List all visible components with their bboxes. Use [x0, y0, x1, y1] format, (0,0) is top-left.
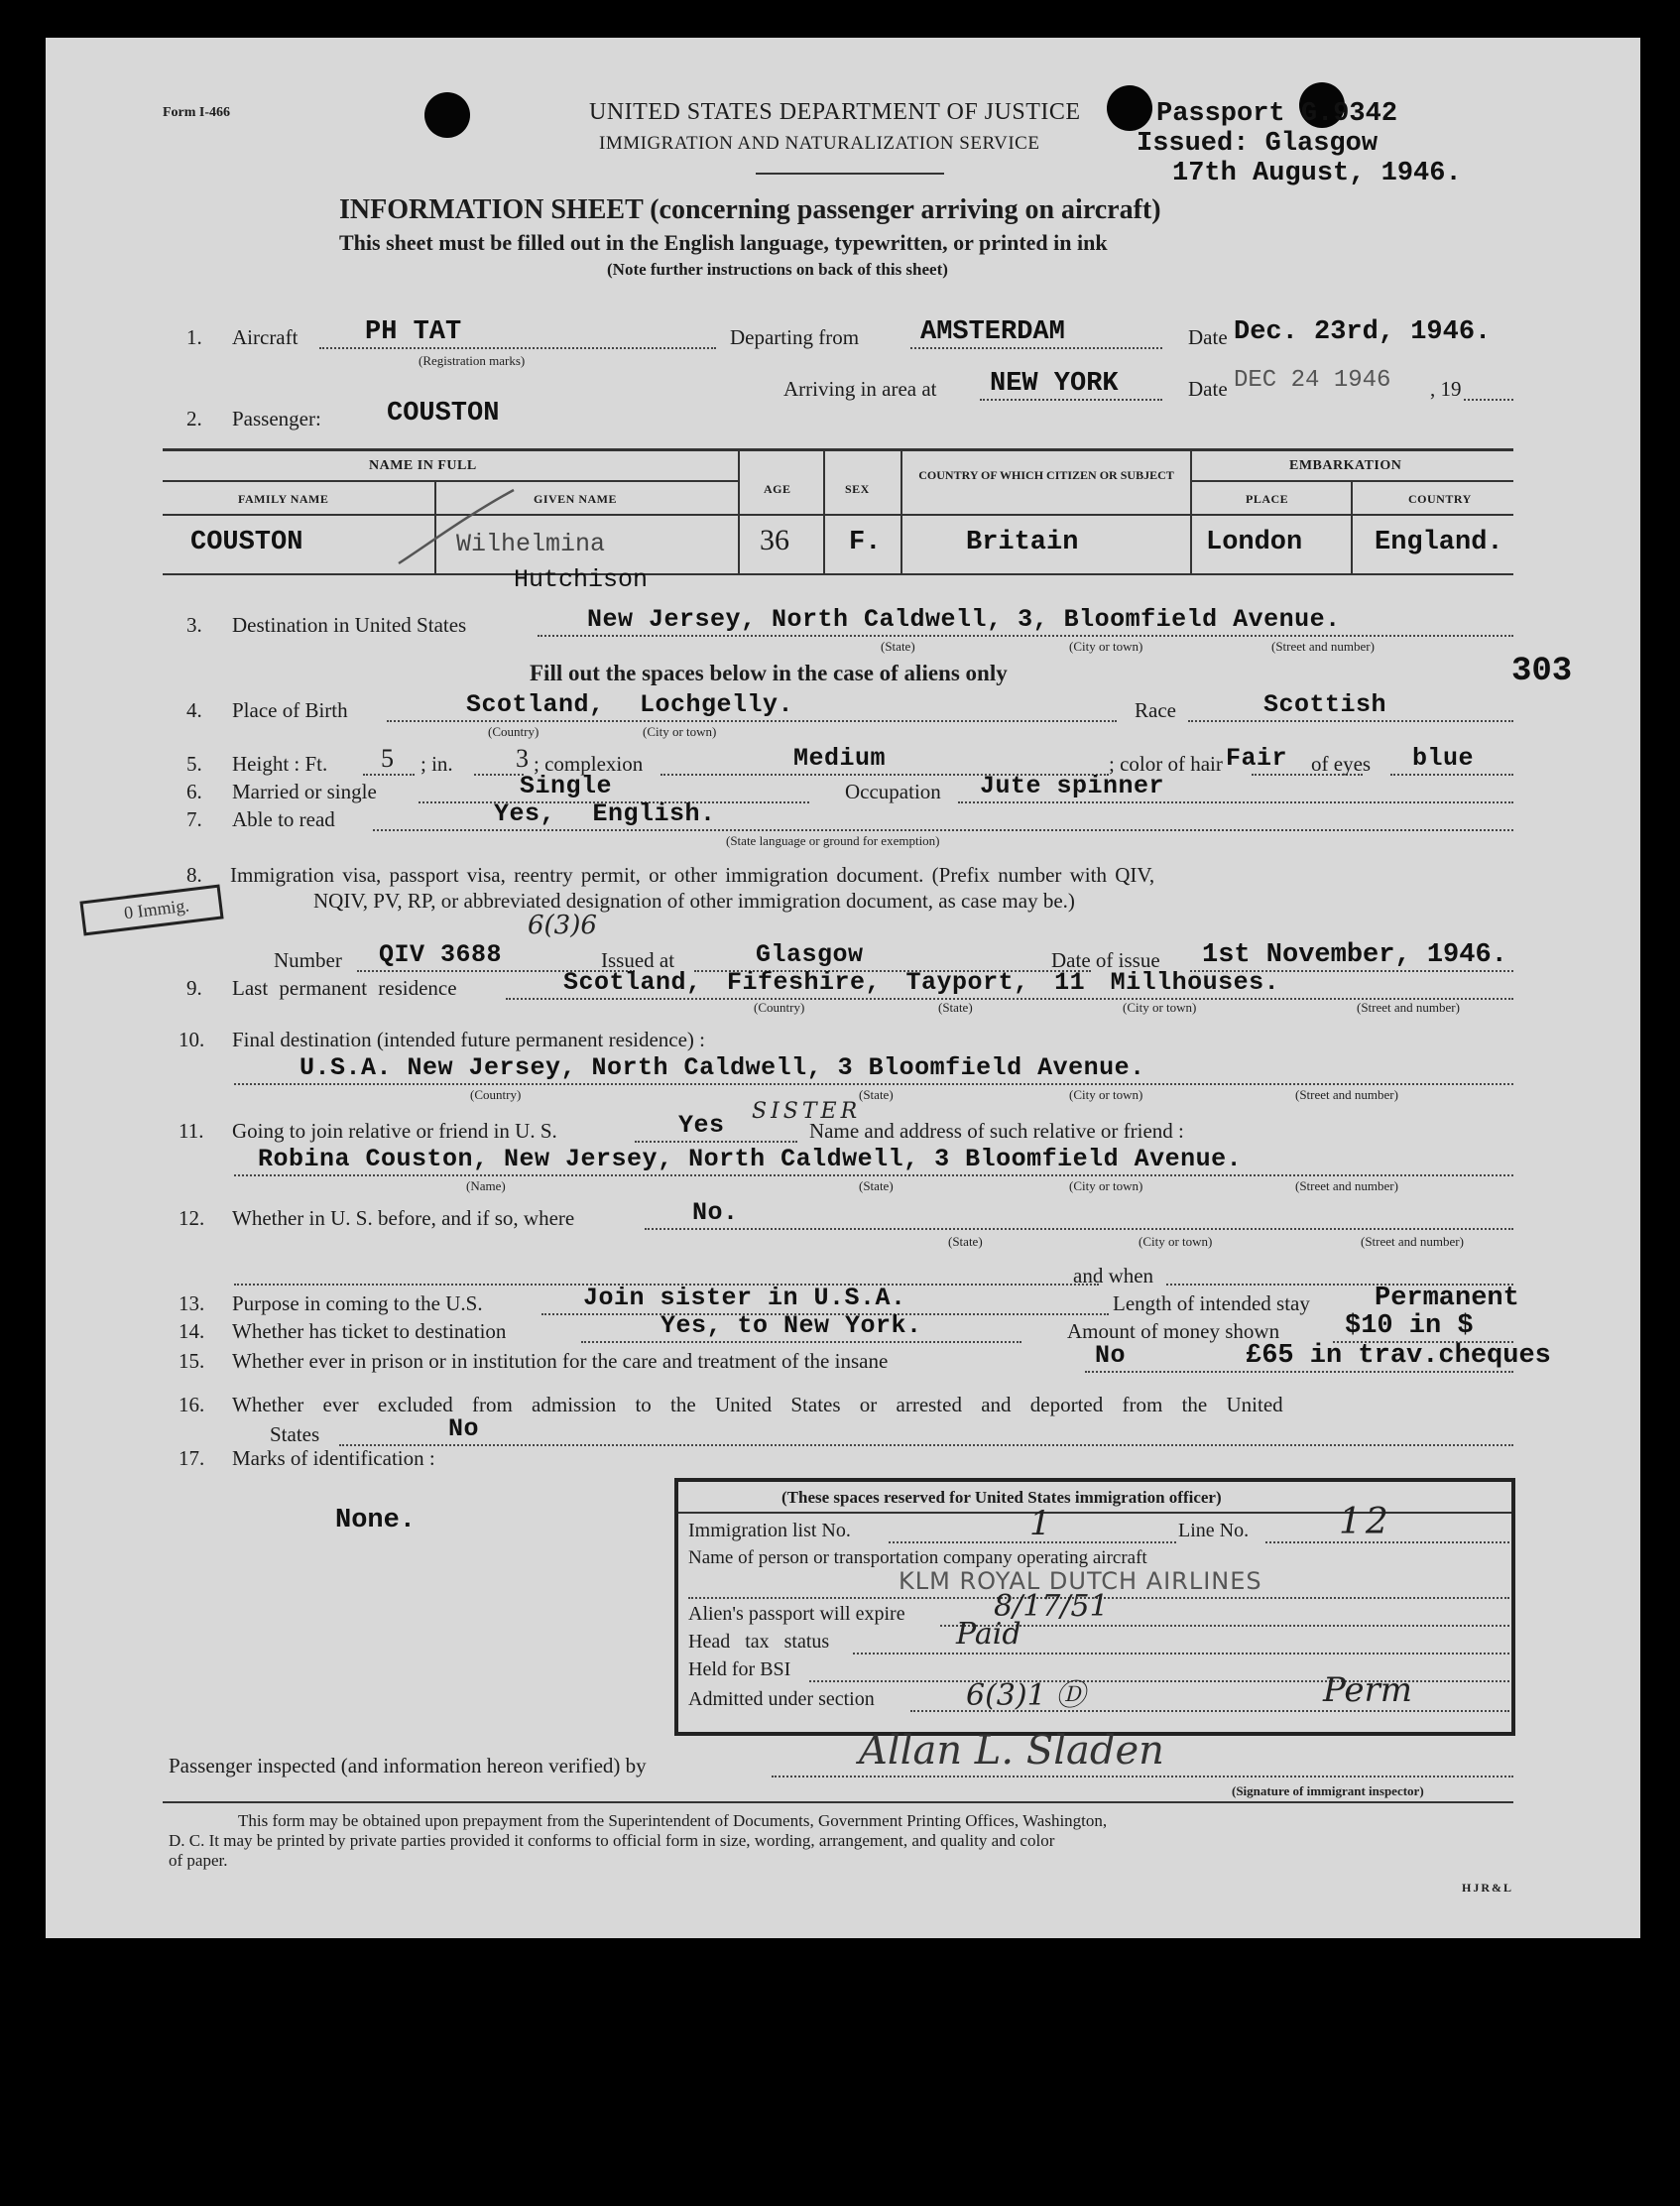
item9-number: 9.	[186, 976, 202, 1000]
table-top-rule	[163, 448, 1513, 451]
item4-number: 4.	[186, 698, 202, 722]
visa-issued-label: Issued at	[601, 948, 675, 972]
passport-expire-line	[940, 1625, 1509, 1627]
departure-date: Dec. 23rd, 1946.	[1234, 317, 1492, 347]
col-divider-5	[1190, 448, 1192, 573]
head-tax-line	[853, 1653, 1509, 1654]
item10-number: 10.	[179, 1028, 205, 1051]
occupation-label: Occupation	[845, 780, 941, 803]
rel-city-caption: (City or town)	[1069, 1178, 1143, 1193]
item1-number: 1.	[186, 325, 202, 349]
immigration-stamp: 0 Immig.	[79, 884, 223, 935]
final-destination-line	[234, 1083, 1513, 1085]
and-when-label: and when	[1073, 1264, 1154, 1287]
read-label: Able to read	[232, 807, 335, 831]
age-value: 36	[760, 524, 789, 556]
excluded-value: No	[448, 1414, 480, 1443]
admitted-label: Admitted under section	[688, 1688, 875, 1710]
departing-line	[910, 347, 1162, 349]
stay-value: Permanent	[1375, 1284, 1519, 1313]
sheet-note: (Note further instructions on back of this sheet)	[607, 260, 948, 279]
final-street-caption: (Street and number)	[1295, 1087, 1398, 1102]
occupation-value: Jute spinner	[980, 772, 1165, 800]
relative-address-label: Name and address of such relative or friend :	[809, 1119, 1184, 1143]
header-underline	[756, 173, 944, 175]
officer-box-heading: (These spaces reserved for United States immigration officer)	[781, 1488, 1222, 1507]
service-title: IMMIGRATION AND NATURALIZATION SERVICE	[599, 133, 1040, 154]
header-embarkation: EMBARKATION	[1289, 458, 1402, 473]
table-header-bottom	[163, 514, 1513, 516]
identification-label: Marks of identification :	[232, 1446, 435, 1470]
item8-number: 8.	[186, 863, 202, 887]
complexion-value: Medium	[793, 744, 887, 773]
height-ft-line	[363, 774, 415, 776]
birthplace-line	[387, 720, 1117, 722]
inspected-label: Passenger inspected (and information hereon verified) by	[169, 1754, 647, 1777]
arriving-label: Arriving in area at	[783, 377, 937, 401]
birthplace-value: Scotland, Lochgelly.	[466, 690, 794, 719]
rel-state-caption: (State)	[859, 1178, 894, 1193]
passport-issued: Issued: Glasgow	[1137, 129, 1379, 159]
header-embark-country: COUNTRY	[1408, 492, 1472, 506]
item15-number: 15.	[179, 1349, 205, 1373]
printer-mark: HJR&L	[1462, 1881, 1513, 1895]
hair-value: Fair	[1226, 744, 1288, 773]
col-divider-6	[1351, 480, 1353, 573]
family-name-value: COUSTON	[190, 528, 303, 557]
embark-place-value: London	[1206, 528, 1303, 557]
given-name-value: Wilhelmina	[456, 530, 606, 558]
height-ft-value: 5	[381, 744, 394, 773]
header-country-citizen: COUNTRY OF WHICH CITIZEN OR SUBJECT	[918, 468, 1174, 482]
visa-date-value: 1st November, 1946.	[1202, 940, 1507, 970]
purpose-value: Join sister in U.S.A.	[583, 1284, 906, 1312]
registration-caption: (Registration marks)	[419, 353, 526, 368]
sex-value: F.	[849, 528, 882, 557]
col-divider-4	[900, 448, 902, 573]
visa-number-label: Number	[274, 948, 342, 972]
embark-country-value: England.	[1375, 528, 1503, 557]
item11-number: 11.	[179, 1119, 204, 1143]
passport-expire-value: 8/17/51	[994, 1589, 1109, 1624]
header-embark-place: PLACE	[1246, 492, 1289, 506]
footer-line-1: This form may be obtained upon prepayment from the Superintendent of Documents, Government Printing Offices, Washington,	[238, 1811, 1108, 1830]
rel-street-caption: (Street and number)	[1295, 1178, 1398, 1193]
before-city-caption: (City or town)	[1139, 1234, 1213, 1249]
race-value: Scottish	[1263, 690, 1387, 719]
eyes-line	[1390, 774, 1513, 776]
perm-annotation: Perm	[1323, 1670, 1412, 1710]
final-destination-label: Final destination (intended future permanent residence) :	[232, 1028, 706, 1051]
item7-number: 7.	[186, 807, 202, 831]
height-in-label: ; in.	[420, 752, 453, 776]
header-given-name: GIVEN NAME	[534, 492, 618, 506]
dest-state-caption: (State)	[881, 639, 915, 654]
destination-value: New Jersey, North Caldwell, 3, Bloomfield Avenue.	[587, 605, 1341, 634]
before-state-caption: (State)	[948, 1234, 983, 1249]
item17-number: 17.	[179, 1446, 205, 1470]
inspector-signature: Allan L. Sladen	[859, 1728, 1164, 1774]
date-label: Date	[1188, 325, 1228, 349]
passport-expire-label: Alien's passport will expire	[688, 1603, 905, 1625]
visa-issued-value: Glasgow	[756, 940, 864, 969]
admitted-value: 6(3)1 Ⓓ	[966, 1678, 1086, 1713]
dest-street-caption: (Street and number)	[1271, 639, 1375, 654]
aircraft-value: PH TAT	[365, 317, 462, 347]
res-street-caption: (Street and number)	[1357, 1000, 1460, 1015]
identification-value: None.	[335, 1506, 417, 1535]
item14-number: 14.	[179, 1319, 205, 1343]
visa-instruction-2: NQIV, PV, RP, or abbreviated designation of other immigration document, as case may be.)	[313, 889, 1075, 913]
before-street-caption: (Street and number)	[1361, 1234, 1464, 1249]
read-caption: (State language or ground for exemption)	[726, 833, 940, 848]
height-in-value: 3	[516, 744, 529, 773]
ticket-line	[581, 1341, 1021, 1343]
punch-hole-center	[1107, 85, 1152, 131]
footer-rule	[163, 1801, 1513, 1803]
final-country-caption: (Country)	[470, 1087, 522, 1102]
item2-number: 2.	[186, 407, 202, 430]
aliens-only-heading: Fill out the spaces below in the case of aliens only	[530, 661, 1008, 685]
header-family-name: FAMILY NAME	[238, 492, 329, 506]
prison-value: No	[1095, 1341, 1127, 1370]
res-state-caption: (State)	[938, 1000, 973, 1015]
inspected-line	[772, 1776, 1513, 1777]
item3-number: 3.	[186, 613, 202, 637]
marital-value: Single	[520, 772, 613, 800]
arriving-value: NEW YORK	[990, 369, 1119, 399]
travelers-cheques-value: £65 in trav.cheques	[1246, 1341, 1551, 1371]
stay-label: Length of intended stay	[1113, 1291, 1310, 1315]
passport-issued-date: 17th August, 1946.	[1172, 159, 1462, 188]
height-label: Height : Ft.	[232, 752, 328, 776]
birth-country-caption: (Country)	[488, 724, 540, 739]
officer-box	[674, 1478, 1515, 1736]
item12-number: 12.	[179, 1206, 205, 1230]
form-number: Form I-466	[163, 105, 231, 120]
res-country-caption: (Country)	[754, 1000, 805, 1015]
relative-address-value: Robina Couston, New Jersey, North Caldwell, 3 Bloomfield Avenue.	[258, 1145, 1243, 1173]
footer-line-2: D. C. It may be printed by private parties provided it conforms to official form in size, wording, arrangement, and quality and color	[169, 1831, 1055, 1850]
departing-value: AMSTERDAM	[920, 317, 1065, 347]
item13-number: 13.	[179, 1291, 205, 1315]
money-value: $10 in $	[1345, 1311, 1474, 1341]
marital-label: Married or single	[232, 780, 377, 803]
rel-name-caption: (Name)	[466, 1178, 506, 1193]
eyes-label: of eyes	[1311, 752, 1372, 776]
excluded-label-2: States	[270, 1422, 320, 1446]
excluded-line	[339, 1444, 1513, 1446]
res-city-caption: (City or town)	[1123, 1000, 1197, 1015]
item6-number: 6.	[186, 780, 202, 803]
ticket-label: Whether has ticket to destination	[232, 1319, 507, 1343]
citizenship-value: Britain	[966, 528, 1079, 557]
prison-line	[1085, 1371, 1513, 1373]
visa-instruction-1: Immigration visa, passport visa, reentry permit, or other immigration document. (Prefix number with QIV,	[230, 863, 1155, 887]
head-tax-value: Paid	[956, 1617, 1021, 1652]
last-residence-label: Last permanent residence	[232, 976, 457, 1000]
header-sex: SEX	[845, 482, 870, 496]
line-no-label: Line No.	[1178, 1520, 1250, 1541]
arrival-year-line	[1464, 399, 1513, 401]
eyes-value: blue	[1412, 744, 1475, 773]
arrival-date-suffix: , 19	[1430, 377, 1462, 401]
join-relative-value: Yes	[678, 1111, 725, 1140]
company-label: Name of person or transportation company operating aircraft	[688, 1547, 1147, 1568]
given-name-value-2: Hutchison	[514, 565, 649, 594]
col-divider-3	[823, 448, 825, 573]
header-age: AGE	[764, 482, 791, 496]
read-value: Yes, English.	[494, 799, 716, 828]
arrival-date-stamp: DEC 24 1946	[1234, 367, 1391, 394]
join-relative-line	[635, 1141, 797, 1143]
hair-label: ; color of hair	[1109, 752, 1223, 776]
header-name-in-full: NAME IN FULL	[369, 458, 477, 473]
visa-number-value: QIV 3688	[379, 940, 503, 969]
before-in-us-line	[645, 1228, 1513, 1230]
item16-number: 16.	[179, 1393, 205, 1416]
excluded-label: Whether ever excluded from admission to the United States or arrested and deported from the United	[232, 1393, 1283, 1416]
table-bottom-rule	[163, 573, 1513, 575]
arriving-line	[980, 399, 1162, 401]
visa-date-label: Date of issue	[1051, 948, 1160, 972]
birthplace-label: Place of Birth	[232, 698, 348, 722]
purpose-label: Purpose in coming to the U.S.	[232, 1291, 483, 1315]
list-no-label: Immigration list No.	[688, 1520, 851, 1541]
passenger-label: Passenger:	[232, 407, 321, 430]
departing-label: Departing from	[730, 325, 860, 349]
dest-city-caption: (City or town)	[1069, 639, 1143, 654]
sheet-subtitle: This sheet must be filled out in the English language, typewritten, or printed in ink	[339, 230, 1108, 255]
race-line	[1188, 720, 1513, 722]
footer-line-3: of paper.	[169, 1851, 228, 1870]
destination-label: Destination in United States	[232, 613, 467, 637]
occupation-line	[958, 801, 1513, 803]
final-state-caption: (State)	[859, 1087, 894, 1102]
money-label: Amount of money shown	[1067, 1319, 1280, 1343]
punch-hole-left	[424, 92, 470, 138]
sheet-title: INFORMATION SHEET (concerning passenger arriving on aircraft)	[339, 194, 1161, 225]
item5-number: 5.	[186, 752, 202, 776]
passport-number: Passport G.9342	[1156, 99, 1398, 129]
line-no-value: 12	[1339, 1502, 1392, 1542]
bsi-label: Held for BSI	[688, 1658, 791, 1680]
before-in-us-value: No.	[692, 1198, 739, 1227]
head-tax-label: Head tax status	[688, 1631, 830, 1653]
birth-city-caption: (City or town)	[643, 724, 717, 739]
department-title: UNITED STATES DEPARTMENT OF JUSTICE	[589, 99, 1081, 125]
destination-line	[538, 635, 1513, 637]
visa-annotation: 6(3)6	[528, 911, 597, 940]
height-in-line	[474, 774, 524, 776]
final-destination-value: U.S.A. New Jersey, North Caldwell, 3 Bloomfield Avenue.	[300, 1053, 1145, 1082]
final-city-caption: (City or town)	[1069, 1087, 1143, 1102]
join-relative-label: Going to join relative or friend in U. S.	[232, 1119, 557, 1143]
sister-annotation: SISTER	[752, 1099, 862, 1124]
col-divider-2	[738, 448, 740, 573]
list-no-value: 1	[1029, 1504, 1051, 1543]
aircraft-line	[319, 347, 716, 349]
aircraft-label: Aircraft	[232, 325, 299, 349]
race-label: Race	[1135, 698, 1176, 722]
form-sheet	[46, 38, 1640, 1938]
read-line	[373, 829, 1513, 831]
table-mid-rule	[163, 480, 738, 482]
passenger-value: COUSTON	[387, 399, 500, 429]
complexion-label: ; complexion	[534, 752, 644, 776]
prison-label: Whether ever in prison or in institution for the care and treatment of the insane	[232, 1349, 889, 1373]
ticket-value: Yes, to New York.	[660, 1311, 922, 1340]
before-in-us-label: Whether in U. S. before, and if so, where	[232, 1206, 575, 1230]
company-stamp: KLM ROYAL DUTCH AIRLINES	[899, 1567, 1262, 1595]
arrival-date-label: Date	[1188, 377, 1228, 401]
last-residence-value: Scotland, Fifeshire, Tayport, 11 Millhouses.	[563, 968, 1280, 997]
margin-number: 303	[1511, 653, 1573, 690]
relative-address-line	[234, 1174, 1513, 1176]
signature-caption: (Signature of immigrant inspector)	[1232, 1783, 1424, 1798]
